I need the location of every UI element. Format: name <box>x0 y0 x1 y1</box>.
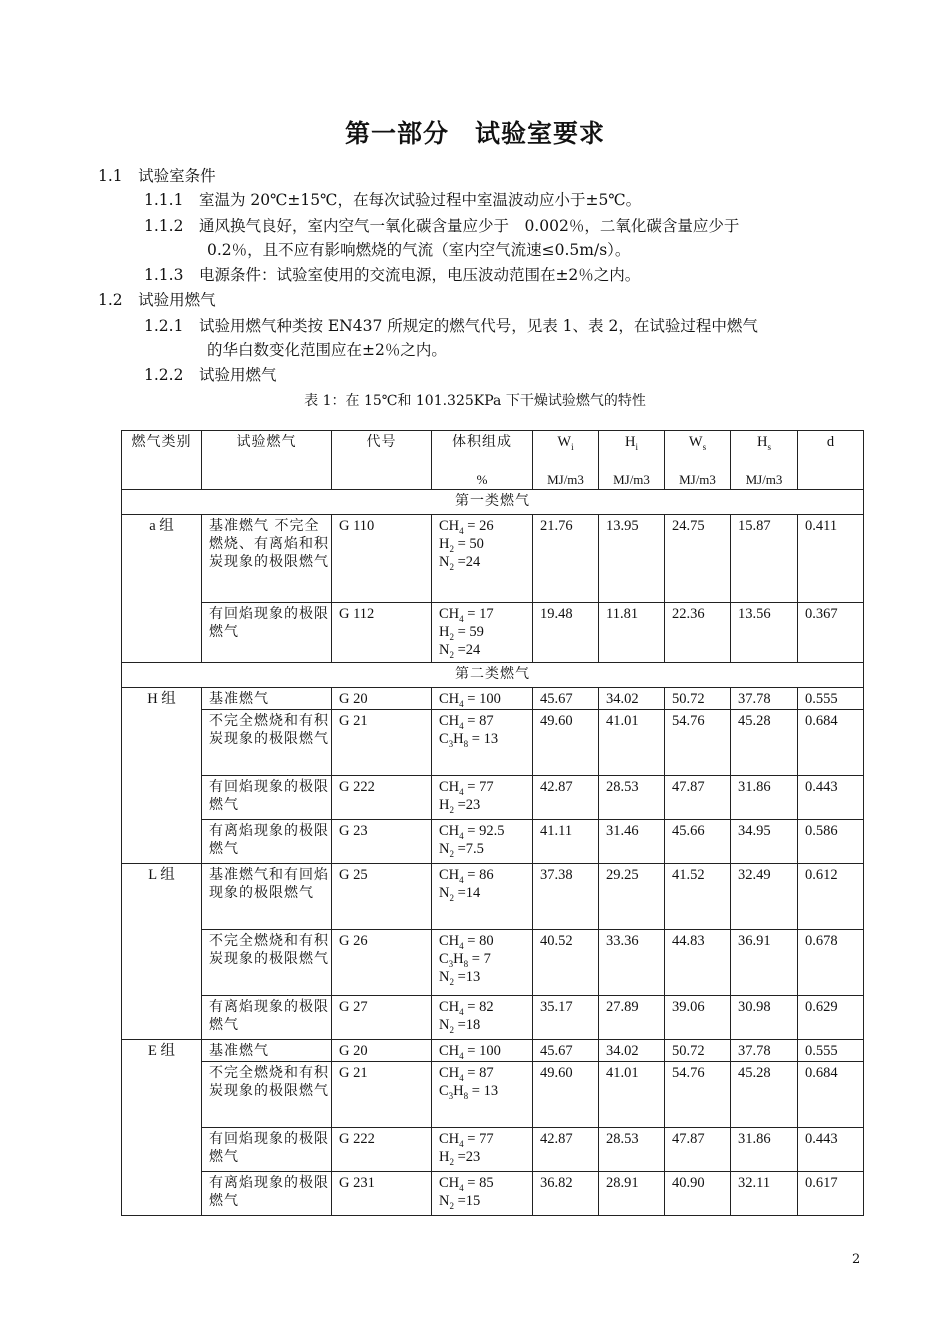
gas-name: 有离焰现象的极限燃气 <box>202 996 332 1040</box>
table-caption: 表 1：在 15℃和 101.325KPa 下干燥试验燃气的特性 <box>304 393 646 409</box>
gas-code: G 222 <box>332 1128 432 1172</box>
gas-name: 基准燃气 不完全燃烧、有离焰和积炭现象的极限燃气 <box>202 515 332 603</box>
composition-text: = 77 <box>463 1131 494 1147</box>
composition-text: N <box>439 554 450 570</box>
gas-code: G 23 <box>332 820 432 864</box>
header-composition-unit: % <box>476 472 488 487</box>
composition-line <box>439 998 532 1016</box>
composition-subscript: 2 <box>449 1200 454 1211</box>
table-row <box>122 1062 864 1128</box>
value-hs: 31.86 <box>731 1128 798 1172</box>
composition-text: =24 <box>453 554 481 570</box>
composition-text: = 50 <box>453 536 484 552</box>
gas-code: G 231 <box>332 1172 432 1216</box>
composition <box>432 515 533 603</box>
composition <box>432 1172 533 1216</box>
header-hs-unit: MJ/m3 <box>745 472 783 487</box>
table-row <box>122 515 864 603</box>
value-ws: 40.90 <box>665 1172 731 1216</box>
header-ws-label: W <box>688 434 703 450</box>
value-hi: 34.02 <box>599 1040 665 1062</box>
value-hi: 31.46 <box>599 820 665 864</box>
value-hi: 28.91 <box>599 1172 665 1216</box>
value-d: 0.629 <box>798 996 864 1040</box>
gas-name: 有回焰现象的极限燃气 <box>202 1128 332 1172</box>
paragraph-1-1-2-cont: 0.2％，且不应有影响燃烧的气流（室内空气流速≤0.5m/s）。 <box>207 241 631 259</box>
value-hi: 34.02 <box>599 688 665 710</box>
value-d: 0.443 <box>798 776 864 820</box>
composition-subscript: 2 <box>449 561 454 572</box>
composition-line <box>439 1192 532 1210</box>
value-ws: 41.52 <box>665 864 731 930</box>
composition-text: N <box>439 969 450 985</box>
header-wi <box>533 431 599 490</box>
header-hs <box>731 431 798 490</box>
value-ws: 44.83 <box>665 930 731 996</box>
gas-code: G 25 <box>332 864 432 930</box>
composition <box>432 1040 533 1062</box>
table-row <box>122 996 864 1040</box>
composition-text: = 100 <box>463 691 501 707</box>
value-hs: 45.28 <box>731 1062 798 1128</box>
header-ws-unit: MJ/m3 <box>679 472 716 487</box>
composition <box>432 776 533 820</box>
section-title: 第一类燃气 <box>122 490 864 515</box>
value-hi: 41.01 <box>599 1062 665 1128</box>
gas-name: 有离焰现象的极限燃气 <box>202 820 332 864</box>
composition-text: = 82 <box>463 999 494 1015</box>
paragraph-1-2-1-cont: 的华白数变化范围应在±2％之内。 <box>207 341 447 359</box>
gas-code: G 21 <box>332 1062 432 1128</box>
composition-text: =18 <box>453 1017 481 1033</box>
composition-subscript: 4 <box>459 1138 464 1149</box>
composition-line <box>439 932 532 950</box>
table-header-row <box>122 431 864 490</box>
value-wi: 21.76 <box>533 515 599 603</box>
composition <box>432 864 533 930</box>
table-row <box>122 864 864 930</box>
page-title: 第一部分 试验室要求 <box>344 119 605 148</box>
header-ws-sub: s <box>702 441 707 452</box>
value-hs: 13.56 <box>731 603 798 663</box>
table-row <box>122 710 864 776</box>
composition-text: CH <box>439 713 460 729</box>
composition-text: CH <box>439 999 460 1015</box>
gas-name: 有回焰现象的极限燃气 <box>202 603 332 663</box>
composition-subscript: 4 <box>459 874 464 885</box>
gas-code: G 20 <box>332 688 432 710</box>
composition-text: CH <box>439 1065 460 1081</box>
composition-subscript: 4 <box>459 940 464 951</box>
table-row <box>122 1172 864 1216</box>
gas-code: G 20 <box>332 1040 432 1062</box>
composition-text: =7.5 <box>453 841 484 857</box>
table-row <box>122 1128 864 1172</box>
header-code: 代号 <box>332 431 432 490</box>
composition-subscript: 4 <box>459 1050 464 1061</box>
header-hi-unit: MJ/m3 <box>613 472 650 487</box>
composition-line <box>439 1016 532 1034</box>
composition <box>432 1062 533 1128</box>
table-row <box>122 688 864 710</box>
composition-text: N <box>439 885 450 901</box>
composition <box>432 1128 533 1172</box>
header-category: 燃气类别 <box>122 431 202 490</box>
paragraph-1-2-1: 1.2.1 试验用燃气种类按 EN437 所规定的燃气代号，见表 1、表 2，在试验过程中燃气 <box>144 317 758 335</box>
composition-text: = 87 <box>463 1065 494 1081</box>
composition-text: = 7 <box>468 951 491 967</box>
gas-code: G 112 <box>332 603 432 663</box>
table-row <box>122 930 864 996</box>
composition-text: = 80 <box>463 933 494 949</box>
value-d: 0.367 <box>798 603 864 663</box>
composition-text: N <box>439 841 450 857</box>
value-hi: 28.53 <box>599 776 665 820</box>
composition-subscript: 4 <box>459 1006 464 1017</box>
value-ws: 54.76 <box>665 710 731 776</box>
composition-text: =24 <box>453 642 481 658</box>
gas-name: 基准燃气和有回焰现象的极限燃气 <box>202 864 332 930</box>
value-hs: 32.11 <box>731 1172 798 1216</box>
composition-subscript: 4 <box>459 720 464 731</box>
value-hs: 37.78 <box>731 1040 798 1062</box>
header-hs-label: H <box>757 434 768 450</box>
gas-name: 基准燃气 <box>202 688 332 710</box>
gas-name: 不完全燃烧和有积炭现象的极限燃气 <box>202 710 332 776</box>
composition-text: C <box>439 951 449 967</box>
composition-line <box>439 840 532 858</box>
gas-name: 有离焰现象的极限燃气 <box>202 1172 332 1216</box>
value-d: 0.555 <box>798 1040 864 1062</box>
table-row <box>122 776 864 820</box>
composition-text: H <box>453 951 464 967</box>
group-name: H 组 <box>122 688 202 864</box>
section-heading-1-1: 1.1 试验室条件 <box>98 167 216 185</box>
paragraph-1-1-3: 1.1.3 电源条件：试验室使用的交流电源，电压波动范围在±2％之内。 <box>144 266 641 284</box>
value-ws: 54.76 <box>665 1062 731 1128</box>
value-d: 0.411 <box>798 515 864 603</box>
composition-line <box>439 641 532 659</box>
composition-text: N <box>439 642 450 658</box>
group-name: a 组 <box>122 515 202 663</box>
composition-line <box>439 822 532 840</box>
composition-line <box>439 1148 532 1166</box>
value-wi: 19.48 <box>533 603 599 663</box>
composition-text: = 17 <box>463 606 494 622</box>
composition-subscript: 8 <box>463 1090 469 1101</box>
composition-subscript: 4 <box>459 525 464 536</box>
composition-text: CH <box>439 933 460 949</box>
composition-text: H <box>453 731 464 747</box>
header-hs-sub: s <box>767 441 771 452</box>
composition <box>432 930 533 996</box>
composition-line <box>439 1130 532 1148</box>
value-ws: 50.72 <box>665 688 731 710</box>
header-hi-sub: i <box>635 441 638 452</box>
composition-text: =14 <box>453 885 481 901</box>
composition-text: CH <box>439 1131 460 1147</box>
section-title: 第二类燃气 <box>122 663 864 688</box>
composition-text: H <box>439 1149 450 1165</box>
composition-subscript: 2 <box>449 631 454 642</box>
gas-code: G 21 <box>332 710 432 776</box>
value-hs: 32.49 <box>731 864 798 930</box>
value-d: 0.678 <box>798 930 864 996</box>
composition-text: H <box>439 536 450 552</box>
composition-text: CH <box>439 1043 460 1059</box>
composition-text: CH <box>439 691 460 707</box>
composition-text: = 86 <box>463 867 494 883</box>
composition-text: H <box>439 797 450 813</box>
composition-line <box>439 623 532 641</box>
composition-line <box>439 950 532 968</box>
value-hi: 29.25 <box>599 864 665 930</box>
value-hs: 30.98 <box>731 996 798 1040</box>
composition-text: =15 <box>453 1193 481 1209</box>
value-ws: 39.06 <box>665 996 731 1040</box>
value-wi: 49.60 <box>533 710 599 776</box>
composition-line <box>439 884 532 902</box>
composition-subscript: 2 <box>449 1156 454 1167</box>
composition-line <box>439 712 532 730</box>
section-row <box>122 663 864 688</box>
value-hi: 11.81 <box>599 603 665 663</box>
value-d: 0.586 <box>798 820 864 864</box>
composition-subscript: 4 <box>459 830 464 841</box>
header-composition <box>432 431 533 490</box>
value-ws: 22.36 <box>665 603 731 663</box>
composition-subscript: 2 <box>449 649 454 660</box>
composition-text: =23 <box>453 1149 481 1165</box>
composition-line <box>439 1064 532 1082</box>
header-composition-label: 体积组成 <box>452 434 512 450</box>
composition-subscript: 8 <box>463 958 469 969</box>
header-hi <box>599 431 665 490</box>
composition-text: = 59 <box>453 624 484 640</box>
composition-text: = 13 <box>468 1083 499 1099</box>
composition-text: H <box>453 1083 464 1099</box>
value-wi: 40.52 <box>533 930 599 996</box>
gas-name: 不完全燃烧和有积炭现象的极限燃气 <box>202 930 332 996</box>
value-d: 0.612 <box>798 864 864 930</box>
section-heading-1-2: 1.2 试验用燃气 <box>98 291 216 309</box>
header-wi-unit: MJ/m3 <box>547 472 584 487</box>
composition-subscript: 4 <box>459 698 464 709</box>
value-ws: 45.66 <box>665 820 731 864</box>
composition-line <box>439 730 532 748</box>
paragraph-1-1-1: 1.1.1 室温为 20℃±15℃，在每次试验过程中室温波动应小于±5℃。 <box>144 191 642 209</box>
value-ws: 24.75 <box>665 515 731 603</box>
composition-text: N <box>439 1017 450 1033</box>
composition-text: CH <box>439 823 460 839</box>
value-hi: 33.36 <box>599 930 665 996</box>
composition-text: =23 <box>453 797 481 813</box>
value-ws: 47.87 <box>665 776 731 820</box>
value-wi: 35.17 <box>533 996 599 1040</box>
composition-subscript: 8 <box>463 738 469 749</box>
composition-text: CH <box>439 518 460 534</box>
value-hs: 15.87 <box>731 515 798 603</box>
value-d: 0.555 <box>798 688 864 710</box>
value-hs: 34.95 <box>731 820 798 864</box>
composition-text: = 13 <box>468 731 499 747</box>
header-hi-label: H <box>625 434 636 450</box>
composition-line <box>439 535 532 553</box>
composition-subscript: 4 <box>459 1182 464 1193</box>
value-d: 0.617 <box>798 1172 864 1216</box>
composition-line <box>439 1082 532 1100</box>
gas-name: 基准燃气 <box>202 1040 332 1062</box>
composition-line <box>439 968 532 986</box>
value-d: 0.443 <box>798 1128 864 1172</box>
composition-text: CH <box>439 606 460 622</box>
value-wi: 36.82 <box>533 1172 599 1216</box>
group-name: E 组 <box>122 1040 202 1216</box>
value-d: 0.684 <box>798 1062 864 1128</box>
header-ws <box>665 431 731 490</box>
composition <box>432 996 533 1040</box>
table-row <box>122 603 864 663</box>
composition-text: CH <box>439 779 460 795</box>
value-wi: 42.87 <box>533 1128 599 1172</box>
value-ws: 47.87 <box>665 1128 731 1172</box>
composition-subscript: 3 <box>448 738 454 749</box>
gas-code: G 27 <box>332 996 432 1040</box>
composition-subscript: 2 <box>449 804 454 815</box>
value-wi: 49.60 <box>533 1062 599 1128</box>
value-wi: 42.87 <box>533 776 599 820</box>
composition-line <box>439 778 532 796</box>
composition-line <box>439 690 532 708</box>
composition-text: CH <box>439 867 460 883</box>
composition-line <box>439 517 532 535</box>
value-wi: 41.11 <box>533 820 599 864</box>
value-hi: 27.89 <box>599 996 665 1040</box>
composition-subscript: 3 <box>448 958 454 969</box>
value-wi: 45.67 <box>533 1040 599 1062</box>
composition <box>432 688 533 710</box>
gas-name: 不完全燃烧和有积炭现象的极限燃气 <box>202 1062 332 1128</box>
composition-subscript: 2 <box>449 1024 454 1035</box>
composition-line <box>439 605 532 623</box>
composition-line <box>439 553 532 571</box>
composition-subscript: 2 <box>449 848 454 859</box>
composition-text: = 100 <box>463 1043 501 1059</box>
page-number: 2 <box>852 1252 861 1267</box>
composition-subscript: 3 <box>448 1090 454 1101</box>
header-wi-label: W <box>557 434 572 450</box>
composition-text: H <box>439 624 450 640</box>
value-hs: 37.78 <box>731 688 798 710</box>
composition-text: CH <box>439 1175 460 1191</box>
section-row <box>122 490 864 515</box>
header-gas: 试验燃气 <box>202 431 332 490</box>
composition-text: = 87 <box>463 713 494 729</box>
value-wi: 37.38 <box>533 864 599 930</box>
composition-text: = 92.5 <box>463 823 505 839</box>
gas-properties-table <box>121 430 864 1216</box>
composition-subscript: 4 <box>459 1072 464 1083</box>
gas-code: G 26 <box>332 930 432 996</box>
value-hi: 13.95 <box>599 515 665 603</box>
composition-subscript: 2 <box>449 543 454 554</box>
composition-subscript: 2 <box>449 976 454 987</box>
composition-text: C <box>439 731 449 747</box>
value-hs: 45.28 <box>731 710 798 776</box>
gas-code: G 110 <box>332 515 432 603</box>
composition-line <box>439 1174 532 1192</box>
table-row <box>122 820 864 864</box>
value-ws: 50.72 <box>665 1040 731 1062</box>
composition-line <box>439 1042 532 1060</box>
group-name: L 组 <box>122 864 202 1040</box>
composition <box>432 603 533 663</box>
composition-subscript: 4 <box>459 613 464 624</box>
value-hi: 28.53 <box>599 1128 665 1172</box>
composition-text: =13 <box>453 969 481 985</box>
composition-line <box>439 866 532 884</box>
gas-name: 有回焰现象的极限燃气 <box>202 776 332 820</box>
value-d: 0.684 <box>798 710 864 776</box>
composition-text: = 26 <box>463 518 494 534</box>
value-hs: 36.91 <box>731 930 798 996</box>
composition <box>432 710 533 776</box>
table-row <box>122 1040 864 1062</box>
composition-line <box>439 796 532 814</box>
composition-text: = 85 <box>463 1175 494 1191</box>
composition-subscript: 4 <box>459 786 464 797</box>
composition <box>432 820 533 864</box>
value-wi: 45.67 <box>533 688 599 710</box>
paragraph-1-1-2: 1.1.2 通风换气良好，室内空气一氧化碳含量应少于 0.002％，二氧化碳含量应少于 <box>144 217 740 235</box>
header-d: d <box>798 431 864 490</box>
composition-text: N <box>439 1193 450 1209</box>
composition-subscript: 2 <box>449 892 454 903</box>
gas-code: G 222 <box>332 776 432 820</box>
composition-text: C <box>439 1083 449 1099</box>
value-hs: 31.86 <box>731 776 798 820</box>
composition-text: = 77 <box>463 779 494 795</box>
value-hi: 41.01 <box>599 710 665 776</box>
header-wi-sub: i <box>571 441 574 452</box>
paragraph-1-2-2: 1.2.2 试验用燃气 <box>144 366 277 384</box>
